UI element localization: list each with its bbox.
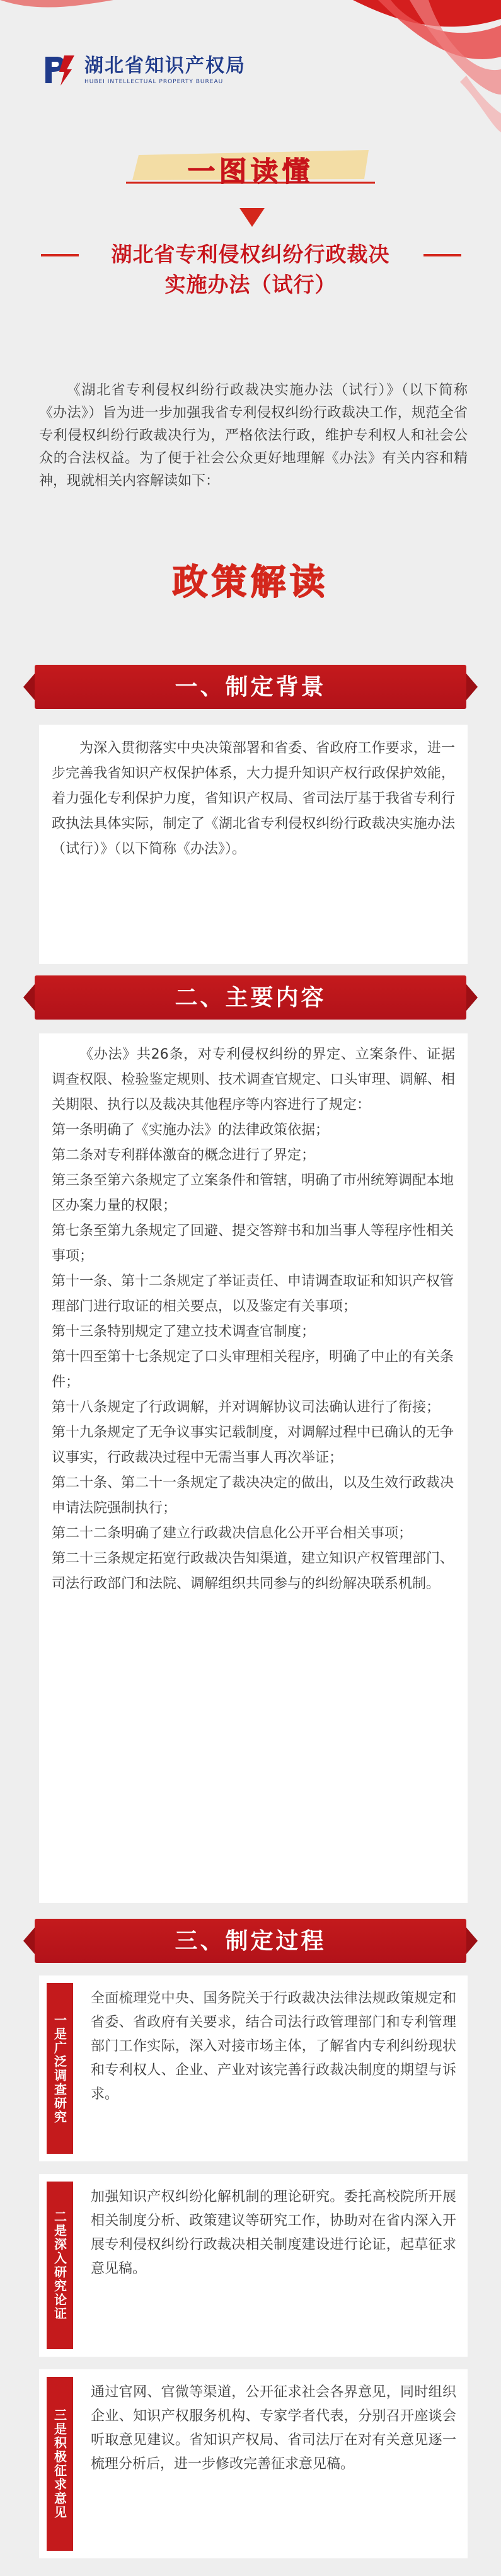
banner-title: 一图读懂 — [187, 156, 314, 188]
logo — [39, 50, 246, 89]
process-step-tag: 一是广泛调查研究 — [47, 1983, 73, 2154]
section-title-content: 二、主要内容 — [35, 975, 466, 1020]
process-step-text: 通过官网、官微等渠道，公开征求社会各界意见，同时组织企业、知识产权服务机构、专家学者代表，分别召开座谈会听取意见建议。省知识产权局、省司法厅在对有关意见逐一梳理分析后，进一步修改完善征求意见稿。 — [91, 2384, 456, 2472]
header — [0, 0, 501, 164]
list-item: 第七条至第九条规定了回避、提交答辩书和加当事人等程序性相关事项； — [52, 1223, 454, 1264]
list-item: 第二十三条规定拓宽行政裁决告知渠道，建立知识产权管理部门、司法行政部门和法院、调解组织共同参与的纠纷解决联系机制。 — [52, 1551, 454, 1592]
list-item: 第十一条、第十二条规定了举证责任、申请调查取证和知识产权管理部门进行取证的相关要点，以及鉴定有关事项； — [52, 1274, 454, 1314]
list-item: 第二十条、第二十一条规定了裁决决定的做出，以及生效行政裁决申请法院强制执行； — [52, 1475, 454, 1516]
process-step — [39, 2369, 468, 2558]
read-banner — [126, 144, 375, 188]
list-item: 第十九条规定了无争议事实记载制度，对调解过程中已确认的无争议事实，行政裁决过程中无需当事人再次举证； — [52, 1425, 454, 1466]
content-card — [39, 1033, 468, 1903]
process-step-text: 全面梳理党中央、国务院关于行政裁决法律法规政策规定和省委、省政府有关要求，结合司法行政管理部门和专利管理部门工作实际，深入对接市场主体，了解省内专利纠纷现状和专利权人、企业、产业对该完善行政裁决制度的期望与诉求。 — [91, 1991, 456, 2102]
ip-bureau-logo-icon — [39, 50, 78, 89]
intro-paragraph: 《湖北省专利侵权纠纷行政裁决实施办法（试行）》（以下简称《办法》）旨为进一步加强我省专利侵权纠纷行政裁决工作，规范全省专利侵权纠纷行政裁决行为，严格依法行政，维护专利权人和社会公众的合法权益。为了便于社会公众更好地理解《办法》有关内容和精神，现就相关内容解读如下： — [39, 382, 468, 489]
title-line-2: 实施办法（试行） — [164, 272, 337, 297]
list-item: 第三条至第六条规定了立案条件和管辖，明确了市州统筹调配本地区办案力量的权限； — [52, 1173, 454, 1214]
list-item: 第十八条规定了行政调解，并对调解协议司法确认进行了衔接； — [52, 1400, 441, 1415]
process-step — [39, 2174, 468, 2357]
org-name: 湖北省知识产权局 — [84, 55, 246, 77]
list-item: 第二十二条明确了建立行政裁决信息化公开平台相关事项； — [52, 1526, 413, 1541]
page-title — [38, 239, 463, 300]
section-title-background: 一、制定背景 — [35, 665, 466, 709]
process-step-tag: 二是深入研究论证 — [47, 2182, 73, 2349]
list-item: 第十三条特别规定了建立技术调查官制度； — [52, 1324, 316, 1340]
list-item: 第一条明确了《实施办法》的法律政策依据； — [52, 1122, 330, 1138]
process-step — [39, 1975, 468, 2161]
content-list — [52, 1118, 455, 1597]
background-card — [39, 725, 468, 964]
section-title-process: 三、制定过程 — [35, 1919, 466, 1963]
down-arrow-icon — [239, 208, 265, 227]
background-text: 为深入贯彻落实中央决策部署和省委、省政府工作要求，进一步完善我省知识产权保护体系，大力提升知识产权行政保护效能，着力强化专利保护力度，省知识产权局、省司法厅基于我省专利行政执法具体实际，制定了《湖北省专利侵权纠纷行政裁决实施办法（试行）》（以下简称《办法》）。 — [52, 740, 455, 857]
title-line-1: 湖北省专利侵权纠纷行政裁决 — [111, 242, 390, 267]
process-step-tag: 三是积极征求意见 — [47, 2377, 73, 2551]
process-step-text: 加强知识产权纠纷化解机制的理论研究。委托高校院所开展相关制度分析、政策建议等研究工作，协助对在省内深入开展专利侵权纠纷行政裁决相关制度建设进行论证，起草征求意见稿。 — [91, 2189, 456, 2277]
list-item: 第十四至第十七条规定了口头审理相关程序，明确了中止的有关条件； — [52, 1349, 454, 1390]
policy-heading: 政策解读 — [172, 562, 329, 603]
content-lead: 《办法》共26条，对专利侵权纠纷的界定、立案条件、证据调查权限、检验鉴定规则、技术调查官规定、口头审理、调解、相关期限、执行以及裁决其他程序等内容进行了规定： — [52, 1047, 455, 1113]
org-name-en: HUBEI INTELLECTUAL PROPERTY BUREAU — [84, 79, 224, 85]
list-item: 第二条对专利群体激奋的概念进行了界定； — [52, 1147, 316, 1163]
